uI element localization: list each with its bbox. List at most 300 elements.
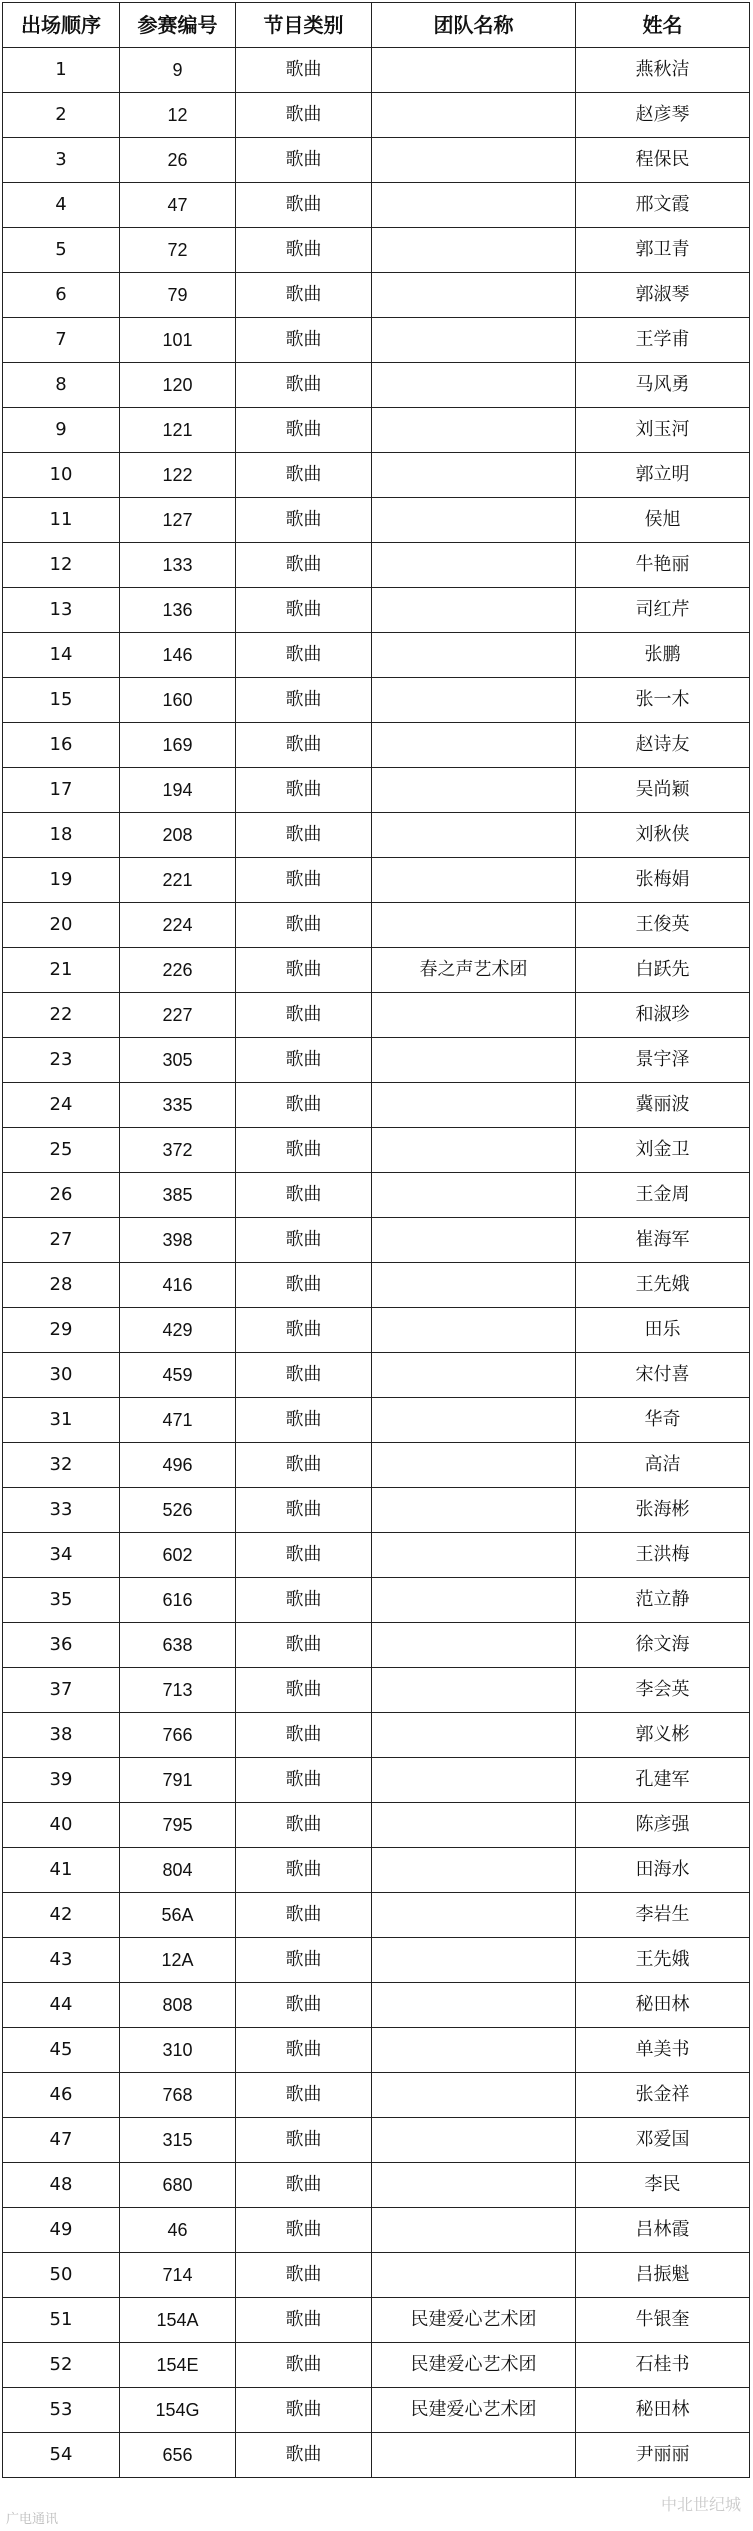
cell-entry-number: 713	[120, 1668, 236, 1713]
header-order: 出场顺序	[3, 3, 120, 48]
cell-order: 2	[3, 93, 120, 138]
cell-order: 5	[3, 228, 120, 273]
cell-category: 歌曲	[236, 1443, 372, 1488]
table-row	[3, 993, 750, 1038]
cell-category: 歌曲	[236, 2028, 372, 2073]
cell-team-name	[372, 498, 576, 543]
watermark-right: 中北世纪城	[660, 2495, 741, 2514]
cell-order: 35	[3, 1578, 120, 1623]
cell-category: 歌曲	[236, 1263, 372, 1308]
table-row	[3, 1983, 750, 2028]
cell-name: 秘田林	[576, 1983, 750, 2028]
cell-entry-number: 26	[120, 138, 236, 183]
cell-order: 38	[3, 1713, 120, 1758]
cell-order: 16	[3, 723, 120, 768]
table-row	[3, 363, 750, 408]
cell-entry-number: 526	[120, 1488, 236, 1533]
cell-order: 47	[3, 2118, 120, 2163]
table-row	[3, 1668, 750, 1713]
cell-entry-number: 305	[120, 1038, 236, 1083]
cell-entry-number: 12	[120, 93, 236, 138]
table-row	[3, 1488, 750, 1533]
cell-entry-number: 804	[120, 1848, 236, 1893]
cell-team-name	[372, 813, 576, 858]
cell-team-name	[372, 228, 576, 273]
cell-order: 41	[3, 1848, 120, 1893]
table-row	[3, 1533, 750, 1578]
cell-order: 52	[3, 2343, 120, 2388]
table-row	[3, 498, 750, 543]
cell-name: 和淑珍	[576, 993, 750, 1038]
cell-name: 马风勇	[576, 363, 750, 408]
table-row	[3, 1803, 750, 1848]
cell-name: 牛艳丽	[576, 543, 750, 588]
cell-team-name	[372, 858, 576, 903]
cell-entry-number: 160	[120, 678, 236, 723]
cell-name: 侯旭	[576, 498, 750, 543]
cell-category: 歌曲	[236, 138, 372, 183]
cell-order: 46	[3, 2073, 120, 2118]
cell-order: 9	[3, 408, 120, 453]
cell-category: 歌曲	[236, 1668, 372, 1713]
cell-name: 邢文霞	[576, 183, 750, 228]
cell-order: 54	[3, 2433, 120, 2478]
cell-category: 歌曲	[236, 948, 372, 993]
cell-entry-number: 146	[120, 633, 236, 678]
cell-category: 歌曲	[236, 1173, 372, 1218]
cell-entry-number: 795	[120, 1803, 236, 1848]
table-row	[3, 1578, 750, 1623]
cell-category: 歌曲	[236, 858, 372, 903]
table-row	[3, 2073, 750, 2118]
cell-order: 1	[3, 48, 120, 93]
cell-order: 26	[3, 1173, 120, 1218]
table-row	[3, 2433, 750, 2478]
cell-team-name	[372, 1128, 576, 1173]
table-row	[3, 1218, 750, 1263]
cell-entry-number: 136	[120, 588, 236, 633]
cell-name: 张梅娟	[576, 858, 750, 903]
cell-name: 郭淑琴	[576, 273, 750, 318]
cell-entry-number: 714	[120, 2253, 236, 2298]
cell-name: 司红芹	[576, 588, 750, 633]
cell-entry-number: 227	[120, 993, 236, 1038]
table-row	[3, 183, 750, 228]
cell-order: 32	[3, 1443, 120, 1488]
cell-entry-number: 12A	[120, 1938, 236, 1983]
cell-category: 歌曲	[236, 2118, 372, 2163]
table-row	[3, 1443, 750, 1488]
table-row	[3, 1353, 750, 1398]
cell-order: 49	[3, 2208, 120, 2253]
cell-order: 31	[3, 1398, 120, 1443]
cell-name: 田海水	[576, 1848, 750, 1893]
cell-entry-number: 656	[120, 2433, 236, 2478]
cell-team-name	[372, 1623, 576, 1668]
cell-name: 程保民	[576, 138, 750, 183]
cell-category: 歌曲	[236, 318, 372, 363]
cell-order: 12	[3, 543, 120, 588]
cell-order: 17	[3, 768, 120, 813]
cell-name: 徐文海	[576, 1623, 750, 1668]
table-row	[3, 1398, 750, 1443]
table-row	[3, 813, 750, 858]
table-row	[3, 93, 750, 138]
header-entry-number: 参赛编号	[120, 3, 236, 48]
cell-team-name	[372, 1713, 576, 1758]
cell-entry-number: 638	[120, 1623, 236, 1668]
cell-order: 20	[3, 903, 120, 948]
cell-entry-number: 224	[120, 903, 236, 948]
cell-order: 42	[3, 1893, 120, 1938]
table-row	[3, 948, 750, 993]
table-row	[3, 408, 750, 453]
header-name: 姓名	[576, 3, 750, 48]
cell-team-name	[372, 408, 576, 453]
cell-entry-number: 154G	[120, 2388, 236, 2433]
cell-team-name	[372, 2163, 576, 2208]
cell-team-name: 春之声艺术团	[372, 948, 576, 993]
cell-team-name	[372, 1488, 576, 1533]
cell-category: 歌曲	[236, 2208, 372, 2253]
cell-name: 吕振魁	[576, 2253, 750, 2298]
cell-name: 王金周	[576, 1173, 750, 1218]
cell-category: 歌曲	[236, 2163, 372, 2208]
cell-team-name	[372, 768, 576, 813]
cell-order: 25	[3, 1128, 120, 1173]
cell-team-name	[372, 1983, 576, 2028]
cell-team-name	[372, 183, 576, 228]
cell-entry-number: 315	[120, 2118, 236, 2163]
cell-team-name: 民建爱心艺术团	[372, 2343, 576, 2388]
header-category: 节目类别	[236, 3, 372, 48]
table-row	[3, 453, 750, 498]
cell-entry-number: 221	[120, 858, 236, 903]
cell-team-name	[372, 723, 576, 768]
cell-category: 歌曲	[236, 453, 372, 498]
cell-category: 歌曲	[236, 1893, 372, 1938]
cell-order: 6	[3, 273, 120, 318]
cell-name: 吴尚颖	[576, 768, 750, 813]
cell-entry-number: 808	[120, 1983, 236, 2028]
table-row	[3, 1938, 750, 1983]
table-header-row	[3, 3, 750, 48]
cell-team-name	[372, 2073, 576, 2118]
cell-team-name	[372, 138, 576, 183]
cell-category: 歌曲	[236, 408, 372, 453]
cell-category: 歌曲	[236, 768, 372, 813]
cell-category: 歌曲	[236, 1398, 372, 1443]
cell-entry-number: 791	[120, 1758, 236, 1803]
cell-entry-number: 133	[120, 543, 236, 588]
cell-category: 歌曲	[236, 903, 372, 948]
cell-name: 秘田林	[576, 2388, 750, 2433]
table-row	[3, 48, 750, 93]
cell-name: 张鹏	[576, 633, 750, 678]
table-row	[3, 678, 750, 723]
table-row	[3, 858, 750, 903]
cell-team-name	[372, 2433, 576, 2478]
cell-team-name	[372, 2118, 576, 2163]
cell-name: 邓爱国	[576, 2118, 750, 2163]
cell-category: 歌曲	[236, 2343, 372, 2388]
cell-entry-number: 768	[120, 2073, 236, 2118]
cell-order: 7	[3, 318, 120, 363]
cell-order: 24	[3, 1083, 120, 1128]
cell-entry-number: 372	[120, 1128, 236, 1173]
table-row	[3, 903, 750, 948]
cell-order: 53	[3, 2388, 120, 2433]
cell-order: 3	[3, 138, 120, 183]
cell-team-name	[372, 1848, 576, 1893]
table-row	[3, 543, 750, 588]
cell-team-name	[372, 1533, 576, 1578]
table-row	[3, 2253, 750, 2298]
cell-team-name	[372, 1938, 576, 1983]
cell-category: 歌曲	[236, 48, 372, 93]
cell-entry-number: 101	[120, 318, 236, 363]
cell-name: 燕秋洁	[576, 48, 750, 93]
cell-category: 歌曲	[236, 1578, 372, 1623]
table-row	[3, 228, 750, 273]
cell-team-name	[372, 543, 576, 588]
cell-team-name	[372, 273, 576, 318]
cell-name: 郭义彬	[576, 1713, 750, 1758]
cell-entry-number: 385	[120, 1173, 236, 1218]
cell-name: 李会英	[576, 1668, 750, 1713]
table-row	[3, 273, 750, 318]
cell-order: 11	[3, 498, 120, 543]
cell-entry-number: 127	[120, 498, 236, 543]
cell-entry-number: 46	[120, 2208, 236, 2253]
table-row	[3, 1173, 750, 1218]
cell-category: 歌曲	[236, 993, 372, 1038]
cell-order: 15	[3, 678, 120, 723]
cell-category: 歌曲	[236, 1308, 372, 1353]
cell-order: 8	[3, 363, 120, 408]
cell-category: 歌曲	[236, 2298, 372, 2343]
cell-team-name: 民建爱心艺术团	[372, 2298, 576, 2343]
cell-name: 高洁	[576, 1443, 750, 1488]
cell-entry-number: 310	[120, 2028, 236, 2073]
cell-order: 50	[3, 2253, 120, 2298]
cell-order: 33	[3, 1488, 120, 1533]
cell-order: 27	[3, 1218, 120, 1263]
cell-name: 尹丽丽	[576, 2433, 750, 2478]
cell-order: 30	[3, 1353, 120, 1398]
cell-name: 王学甫	[576, 318, 750, 363]
header-team-name: 团队名称	[372, 3, 576, 48]
cell-name: 刘玉河	[576, 408, 750, 453]
cell-team-name	[372, 1173, 576, 1218]
cell-name: 李民	[576, 2163, 750, 2208]
cell-entry-number: 72	[120, 228, 236, 273]
cell-name: 赵诗友	[576, 723, 750, 768]
cell-entry-number: 226	[120, 948, 236, 993]
cell-category: 歌曲	[236, 2433, 372, 2478]
cell-entry-number: 208	[120, 813, 236, 858]
cell-team-name	[372, 1578, 576, 1623]
cell-name: 孔建军	[576, 1758, 750, 1803]
cell-team-name	[372, 363, 576, 408]
cell-order: 19	[3, 858, 120, 903]
cell-order: 45	[3, 2028, 120, 2073]
cell-team-name	[372, 1083, 576, 1128]
cell-category: 歌曲	[236, 1533, 372, 1578]
cell-category: 歌曲	[236, 498, 372, 543]
cell-team-name	[372, 1893, 576, 1938]
cell-order: 44	[3, 1983, 120, 2028]
table-row	[3, 2118, 750, 2163]
cell-order: 51	[3, 2298, 120, 2343]
cell-order: 10	[3, 453, 120, 498]
cell-category: 歌曲	[236, 1353, 372, 1398]
table-row	[3, 138, 750, 183]
cell-team-name	[372, 903, 576, 948]
table-row	[3, 2208, 750, 2253]
cell-team-name	[372, 48, 576, 93]
cell-name: 张一木	[576, 678, 750, 723]
table-row	[3, 1038, 750, 1083]
cell-category: 歌曲	[236, 183, 372, 228]
cell-order: 28	[3, 1263, 120, 1308]
cell-name: 张海彬	[576, 1488, 750, 1533]
cell-name: 华奇	[576, 1398, 750, 1443]
cell-entry-number: 398	[120, 1218, 236, 1263]
cell-name: 刘秋侠	[576, 813, 750, 858]
cell-entry-number: 616	[120, 1578, 236, 1623]
table-row	[3, 2028, 750, 2073]
cell-name: 郭立明	[576, 453, 750, 498]
cell-category: 歌曲	[236, 1758, 372, 1803]
cell-category: 歌曲	[236, 228, 372, 273]
cell-team-name	[372, 1353, 576, 1398]
cell-entry-number: 335	[120, 1083, 236, 1128]
cell-entry-number: 471	[120, 1398, 236, 1443]
cell-team-name	[372, 678, 576, 723]
table-row	[3, 1893, 750, 1938]
cell-name: 王洪梅	[576, 1533, 750, 1578]
cell-order: 48	[3, 2163, 120, 2208]
cell-name: 刘金卫	[576, 1128, 750, 1173]
cell-name: 王俊英	[576, 903, 750, 948]
cell-name: 崔海军	[576, 1218, 750, 1263]
table-row	[3, 2163, 750, 2208]
cell-name: 吕林霞	[576, 2208, 750, 2253]
cell-category: 歌曲	[236, 363, 372, 408]
table-row	[3, 318, 750, 363]
cell-order: 13	[3, 588, 120, 633]
cell-entry-number: 122	[120, 453, 236, 498]
table-row	[3, 1623, 750, 1668]
cell-team-name	[372, 1308, 576, 1353]
cell-order: 40	[3, 1803, 120, 1848]
cell-category: 歌曲	[236, 723, 372, 768]
cell-team-name	[372, 1803, 576, 1848]
cell-category: 歌曲	[236, 1848, 372, 1893]
table-row	[3, 1758, 750, 1803]
cell-entry-number: 680	[120, 2163, 236, 2208]
cell-order: 37	[3, 1668, 120, 1713]
cell-name: 李岩生	[576, 1893, 750, 1938]
cell-entry-number: 154A	[120, 2298, 236, 2343]
table-row	[3, 723, 750, 768]
table-row	[3, 1128, 750, 1173]
cell-name: 王先娥	[576, 1938, 750, 1983]
cell-entry-number: 429	[120, 1308, 236, 1353]
cell-entry-number: 79	[120, 273, 236, 318]
cell-name: 赵彦琴	[576, 93, 750, 138]
cell-category: 歌曲	[236, 1218, 372, 1263]
cell-name: 郭卫青	[576, 228, 750, 273]
table-row	[3, 2388, 750, 2433]
table-row	[3, 1713, 750, 1758]
cell-category: 歌曲	[236, 543, 372, 588]
cell-team-name	[372, 453, 576, 498]
cell-entry-number: 169	[120, 723, 236, 768]
cell-entry-number: 121	[120, 408, 236, 453]
table-row	[3, 2343, 750, 2388]
cell-entry-number: 766	[120, 1713, 236, 1758]
cell-team-name	[372, 1218, 576, 1263]
cell-team-name	[372, 2253, 576, 2298]
cell-name: 田乐	[576, 1308, 750, 1353]
cell-category: 歌曲	[236, 2388, 372, 2433]
cell-category: 歌曲	[236, 1083, 372, 1128]
cell-name: 白跃先	[576, 948, 750, 993]
cell-category: 歌曲	[236, 1038, 372, 1083]
cell-entry-number: 459	[120, 1353, 236, 1398]
cell-name: 单美书	[576, 2028, 750, 2073]
cell-order: 43	[3, 1938, 120, 1983]
table-row	[3, 633, 750, 678]
cell-category: 歌曲	[236, 1488, 372, 1533]
table-row	[3, 1083, 750, 1128]
cell-team-name	[372, 633, 576, 678]
cell-category: 歌曲	[236, 273, 372, 318]
cell-order: 22	[3, 993, 120, 1038]
cell-entry-number: 47	[120, 183, 236, 228]
cell-entry-number: 416	[120, 1263, 236, 1308]
cell-order: 23	[3, 1038, 120, 1083]
cell-team-name	[372, 1758, 576, 1803]
cell-category: 歌曲	[236, 1128, 372, 1173]
cell-category: 歌曲	[236, 93, 372, 138]
cell-order: 18	[3, 813, 120, 858]
cell-team-name	[372, 588, 576, 633]
cell-team-name	[372, 318, 576, 363]
table-row	[3, 2298, 750, 2343]
table-body	[3, 48, 750, 2478]
cell-entry-number: 496	[120, 1443, 236, 1488]
participant-table	[2, 2, 750, 2478]
cell-name: 石桂书	[576, 2343, 750, 2388]
cell-category: 歌曲	[236, 2073, 372, 2118]
cell-name: 王先娥	[576, 1263, 750, 1308]
cell-order: 21	[3, 948, 120, 993]
cell-order: 36	[3, 1623, 120, 1668]
cell-order: 34	[3, 1533, 120, 1578]
cell-team-name	[372, 1443, 576, 1488]
cell-name: 牛银奎	[576, 2298, 750, 2343]
cell-category: 歌曲	[236, 1803, 372, 1848]
cell-order: 4	[3, 183, 120, 228]
cell-category: 歌曲	[236, 1623, 372, 1668]
cell-team-name	[372, 2028, 576, 2073]
table-row	[3, 1848, 750, 1893]
table-row	[3, 1308, 750, 1353]
cell-category: 歌曲	[236, 678, 372, 723]
